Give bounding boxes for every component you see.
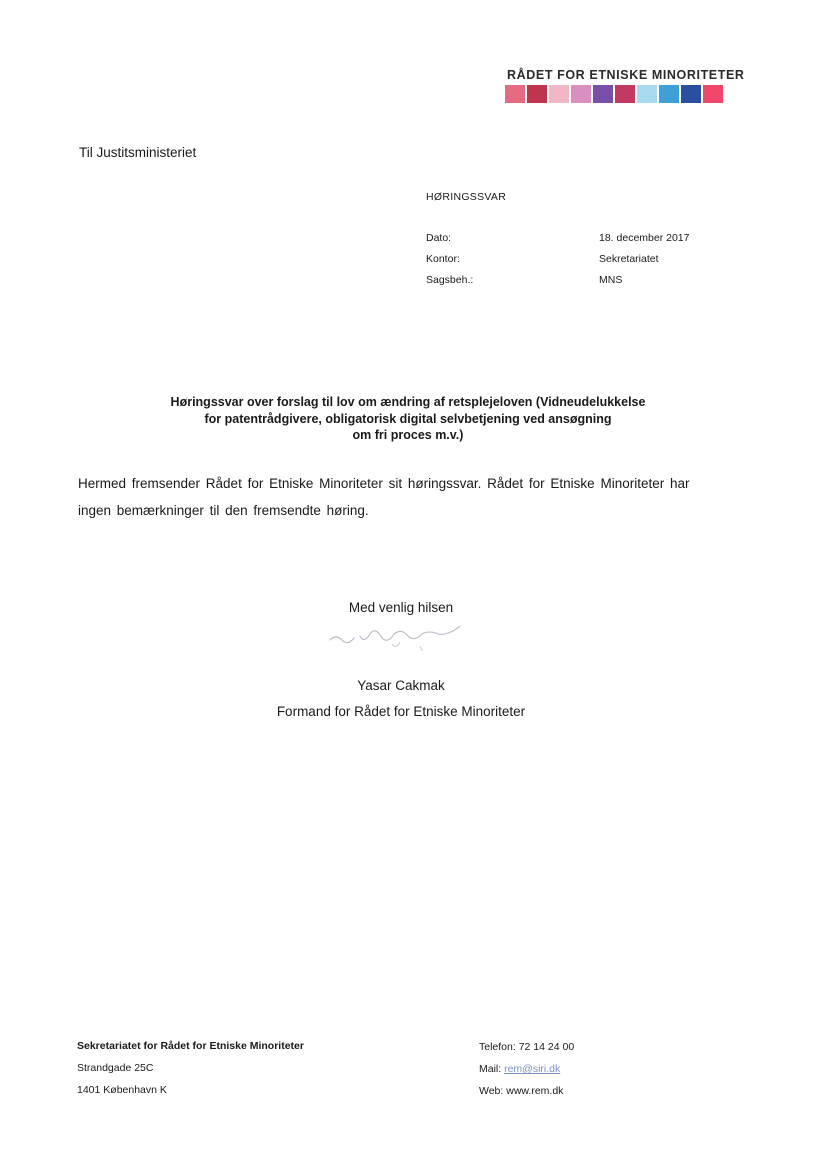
subject-line: for patentrådgivere, obligatorisk digital selvbetjening ved ansøgning: [204, 411, 612, 426]
subject-line: Høringssvar over forslag til lov om ændring af retsplejeloven (Vidneudelukkelse: [170, 395, 646, 409]
logo-stripe-block: [703, 85, 723, 103]
signer-name: Yasar Cakmak: [357, 678, 445, 693]
logo-color-stripe: [505, 85, 725, 103]
case-handler-value: MNS: [599, 274, 623, 286]
date-label: Dato:: [426, 232, 452, 244]
logo-stripe-block: [527, 85, 547, 103]
footer-street: Strandgade 25C: [77, 1062, 154, 1074]
logo-stripe-block: [615, 85, 635, 103]
subject-line: om fri proces m.v.): [352, 428, 464, 442]
logo-stripe-block: [549, 85, 569, 103]
office-label: Kontor:: [426, 253, 460, 265]
organization-logo-text: RÅDET FOR ETNISKE MINORITETER: [507, 68, 745, 82]
footer-city: 1401 København K: [77, 1084, 167, 1096]
logo-stripe-block: [505, 85, 525, 103]
handwritten-signature: [320, 622, 490, 654]
subject-heading: [100, 394, 716, 444]
recipient: Til Justitsministeriet: [79, 145, 197, 160]
closing-greeting: Med venlig hilsen: [348, 600, 454, 615]
footer-organization: Sekretariatet for Rådet for Etniske Minoriteter: [77, 1040, 304, 1052]
logo-stripe-block: [659, 85, 679, 103]
date-value: 18. december 2017: [599, 232, 690, 244]
signer-title: Formand for Rådet for Etniske Minoriteter: [276, 704, 526, 719]
footer-mail-link[interactable]: rem@siri.dk: [504, 1063, 561, 1075]
footer-web: Web: www.rem.dk: [479, 1085, 564, 1097]
footer-mail: [479, 1063, 560, 1075]
logo-stripe-block: [637, 85, 657, 103]
footer-mail-label: Mail:: [479, 1063, 502, 1075]
logo-stripe-block: [593, 85, 613, 103]
body-paragraph: Hermed fremsender Rådet for Etniske Minoriteter sit høringssvar. Rådet for Etniske Minoriteter har ingen bemærkninger til den fremsendte høring.: [78, 476, 690, 518]
logo-stripe-block: [681, 85, 701, 103]
office-value: Sekretariatet: [599, 253, 659, 265]
document-type: HØRINGSSVAR: [426, 191, 507, 203]
logo-stripe-block: [571, 85, 591, 103]
case-handler-label: Sagsbeh.:: [426, 274, 474, 286]
footer-phone: Telefon: 72 14 24 00: [479, 1041, 575, 1053]
